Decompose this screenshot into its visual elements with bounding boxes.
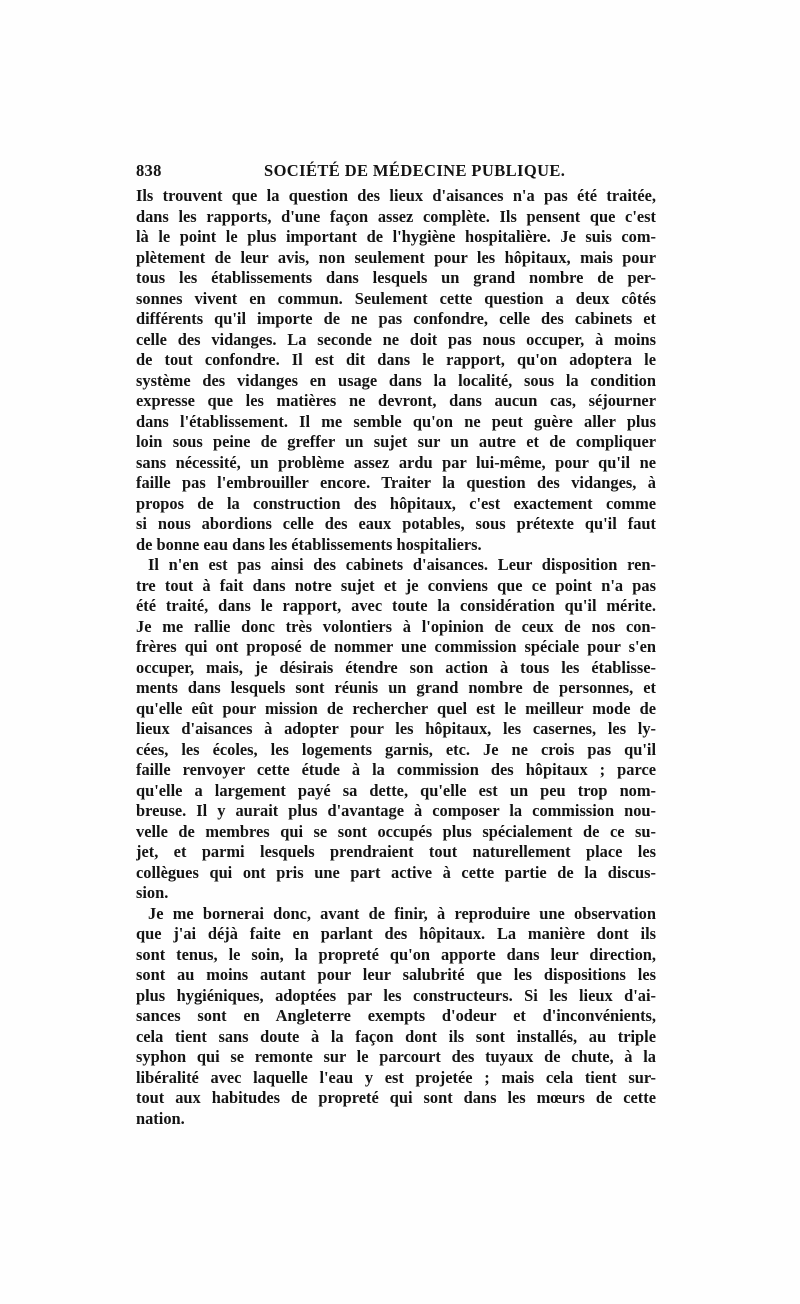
text-line: dans les rapports, d'une façon assez complète. Ils pensent que c'est [136,206,656,226]
text-line: nation. [136,1108,185,1128]
text-line: loin sous peine de greffer un sujet sur un autre et de compliquer [136,432,656,451]
text-line: sont au moins autant pour leur salubrité que les dispositions les [136,965,656,984]
text-line: velle de membres qui se sont occupés plus spécialement de ce su- [136,821,656,841]
body-text [136,186,656,1129]
text-line: sion. [136,883,169,902]
text-line: ments dans lesquels sont réunis un grand nombre de personnes, et [136,678,656,697]
text-line: Ils trouvent que la question des lieux d'aisances n'a pas été traitée, [136,186,656,205]
text-line: sonnes vivent en commun. Seulement cette question a deux côtés [136,288,656,308]
paragraph [136,904,656,1130]
text-line: sances sont en Angleterre exempts d'odeur et d'inconvénients, [136,1006,656,1025]
text-line: que j'ai déjà faite en parlant des hôpitaux. La manière dont ils [136,924,656,943]
text-line: différents qu'il importe de ne pas confondre, celle des cabinets et [136,309,656,328]
text-line: si nous abordions celle des eaux potables, sous prétexte qu'il faut [136,514,656,533]
text-line: plètement de leur avis, non seulement pour les hôpitaux, mais pour [136,247,656,267]
text-line: système des vidanges en usage dans la localité, sous la condition [136,370,656,390]
text-line: de tout confondre. Il est dit dans le rapport, qu'on adoptera le [136,350,656,369]
paragraph [136,186,656,555]
text-line: jet, et parmi lesquels prendraient tout naturellement place les [136,842,656,861]
text-line: cela tient sans doute à la façon dont ils sont installés, au triple [136,1026,656,1046]
text-line: dans l'établissement. Il me semble qu'on ne peut guère aller plus [136,411,656,431]
text-line: lieux d'aisances à adopter pour les hôpitaux, les casernes, les ly- [136,719,656,738]
text-line: expresse que les matières ne devront, dans aucun cas, séjourner [136,391,656,410]
text-line: collègues qui ont pris une part active à cette partie de la discus- [136,862,656,882]
text-line: qu'elle a largement payé sa dette, qu'elle est un peu trop nom- [136,780,656,800]
text-line: faille renvoyer cette étude à la commission des hôpitaux ; parce [136,760,656,779]
text-line: faille pas l'embrouiller encore. Traiter la question des vidanges, à [136,473,656,492]
text-line: celle des vidanges. La seconde ne doit pas nous occuper, à moins [136,329,656,349]
text-line: Je me bornerai donc, avant de finir, à reproduire une observation [148,903,656,923]
text-line: propos de la construction des hôpitaux, c'est exactement comme [136,493,656,513]
text-line: qu'elle eût pour mission de rechercher quel est le meilleur mode de [136,698,656,718]
text-line: plus hygiéniques, adoptées par les constructeurs. Si les lieux d'ai- [136,985,656,1005]
text-line: tous les établissements dans lesquels un grand nombre de per- [136,268,656,287]
page-number: 838 [136,161,162,180]
text-line: tout aux habitudes de propreté qui sont dans les mœurs de cette [136,1088,656,1107]
text-line: Je me rallie donc très volontiers à l'opinion de ceux de nos con- [136,616,656,636]
paragraph [136,555,656,904]
text-line: Il n'en est pas ainsi des cabinets d'aisances. Leur disposition ren- [148,555,656,574]
text-line: été traité, dans le rapport, avec toute la considération qu'il mérite. [136,596,656,615]
text-line: frères qui ont proposé de nommer une commission spéciale pour s'en [136,637,656,656]
text-line: tre tout à fait dans notre sujet et je conviens que ce point n'a pas [136,575,656,595]
text-line: syphon qui se remonte sur le parcourt des tuyaux de chute, à la [136,1047,656,1066]
running-title: SOCIÉTÉ DE MÉDECINE PUBLIQUE. [264,161,566,180]
text-line: sans nécessité, un problème assez ardu par lui-même, pour qu'il ne [136,452,656,472]
text-line: là le point le plus important de l'hygiène hospitalière. Je suis com- [136,227,656,246]
text-line: sont tenus, le soin, la propreté qu'on apporte dans leur direction, [136,944,656,964]
text-line: libéralité avec laquelle l'eau y est projetée ; mais cela tient sur- [136,1067,656,1087]
text-line: breuse. Il y aurait plus d'avantage à composer la commission nou- [136,801,656,820]
text-line: occuper, mais, je désirais étendre son action à tous les établisse- [136,657,656,677]
page-header [136,161,656,181]
text-line: cées, les écoles, les logements garnis, etc. Je ne crois pas qu'il [136,739,656,759]
text-line: de bonne eau dans les établissements hospitaliers. [136,534,482,554]
